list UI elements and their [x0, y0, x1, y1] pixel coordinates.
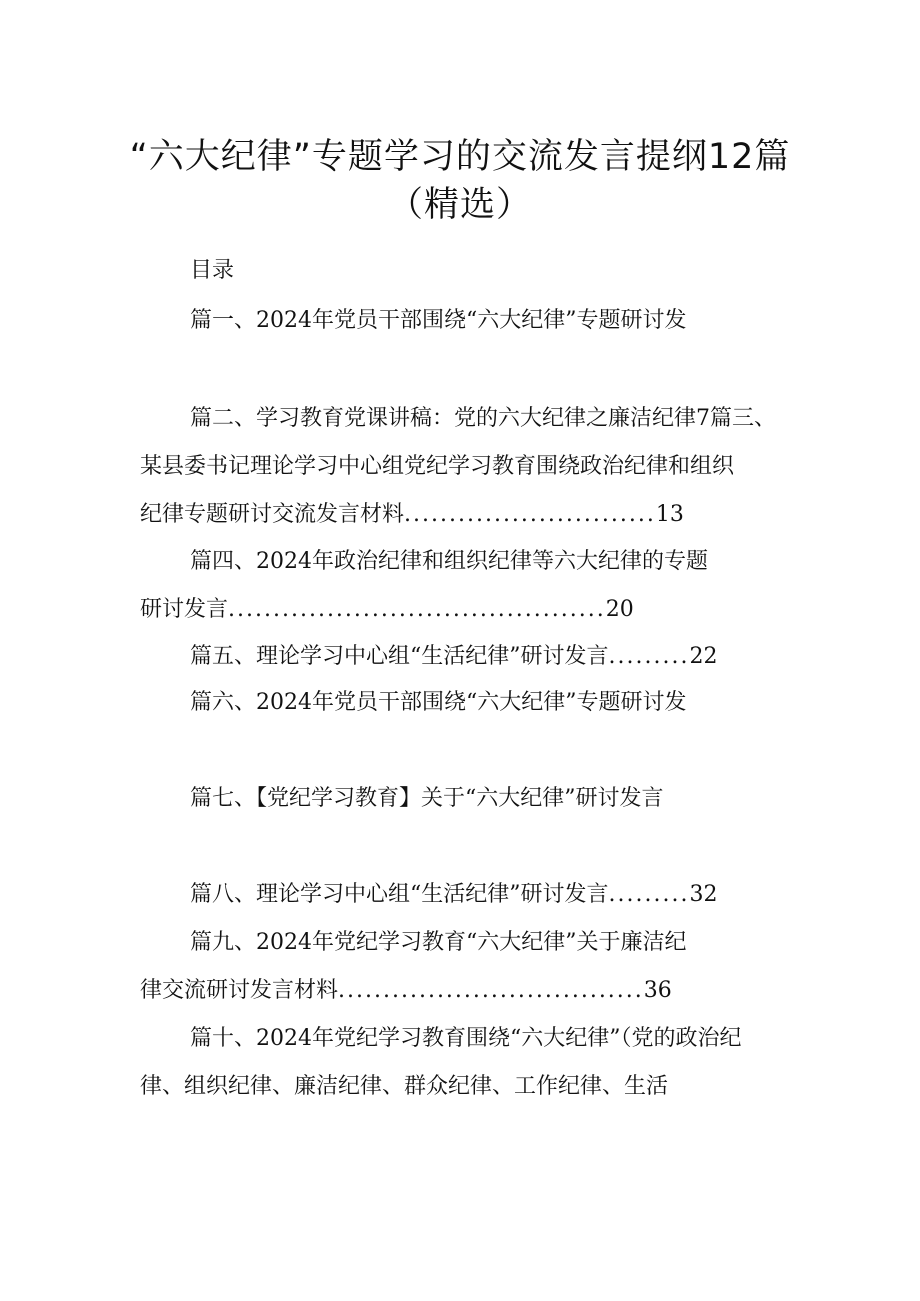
document-title: “六大纪律”专题学习的交流发言提纲12篇: [129, 137, 791, 177]
toc-entry-4-line1: 篇四、2024年政治纪律和组织纪律等六大纪律的专题: [190, 549, 708, 574]
toc-entry-5: [190, 646, 780, 668]
toc-entry-2-line2: 某县委书记理论学习中心组党纪学习教育围绕政治纪律和组织: [140, 454, 735, 479]
toc-leader-dots: ..................................: [338, 980, 644, 1002]
toc-entry-9-line1: 篇九、2024年党纪学习教育“六大纪律”关于廉洁纪: [190, 930, 687, 955]
toc-page-number: 20: [605, 597, 634, 622]
toc-entry-10-line2: 律、组织纪律、廉洁纪律、群众纪律、工作纪律、生活: [140, 1074, 669, 1099]
toc-leader-dots: .........: [608, 646, 690, 668]
toc-leader-dots: ............................: [404, 504, 656, 526]
toc-page-number: 36: [643, 978, 672, 1003]
toc-entry-text: 纪律专题研讨交流发言材料: [140, 502, 405, 527]
toc-entry-text: 研讨发言: [140, 597, 229, 622]
toc-entry-2-line3: [140, 504, 770, 526]
toc-page-number: 32: [689, 882, 718, 907]
document-subtitle: （精选）: [387, 185, 532, 225]
toc-entry-6: 篇六、2024年党员干部围绕“六大纪律”专题研讨发: [190, 690, 687, 715]
toc-entry-7: 篇七、【党纪学习教育】关于“六大纪律”研讨发言: [190, 786, 664, 811]
toc-entry-4-line2: [140, 599, 770, 621]
toc-page-number: 13: [655, 502, 684, 527]
toc-entry-10-line1: 篇十、2024年党纪学习教育围绕“六大纪律”（党的政治纪: [190, 1026, 742, 1051]
toc-heading: 目录: [190, 258, 235, 283]
toc-page-number: 22: [689, 644, 718, 669]
toc-entry-9-line2: [140, 980, 770, 1002]
toc-entry-2-line1: 篇二、学习教育党课讲稿：党的六大纪律之廉洁纪律7篇三、: [190, 406, 776, 431]
toc-entry-text: 篇五、理论学习中心组“生活纪律”研讨发言: [190, 644, 609, 669]
toc-leader-dots: ..........................................: [228, 599, 606, 621]
toc-entry-1: 篇一、2024年党员干部围绕“六大纪律”专题研讨发: [190, 308, 687, 333]
toc-entry-text: 篇八、理论学习中心组“生活纪律”研讨发言: [190, 882, 609, 907]
toc-leader-dots: .........: [608, 884, 690, 906]
toc-entry-text: 律交流研讨发言材料: [140, 978, 339, 1003]
toc-entry-8: [190, 884, 780, 906]
